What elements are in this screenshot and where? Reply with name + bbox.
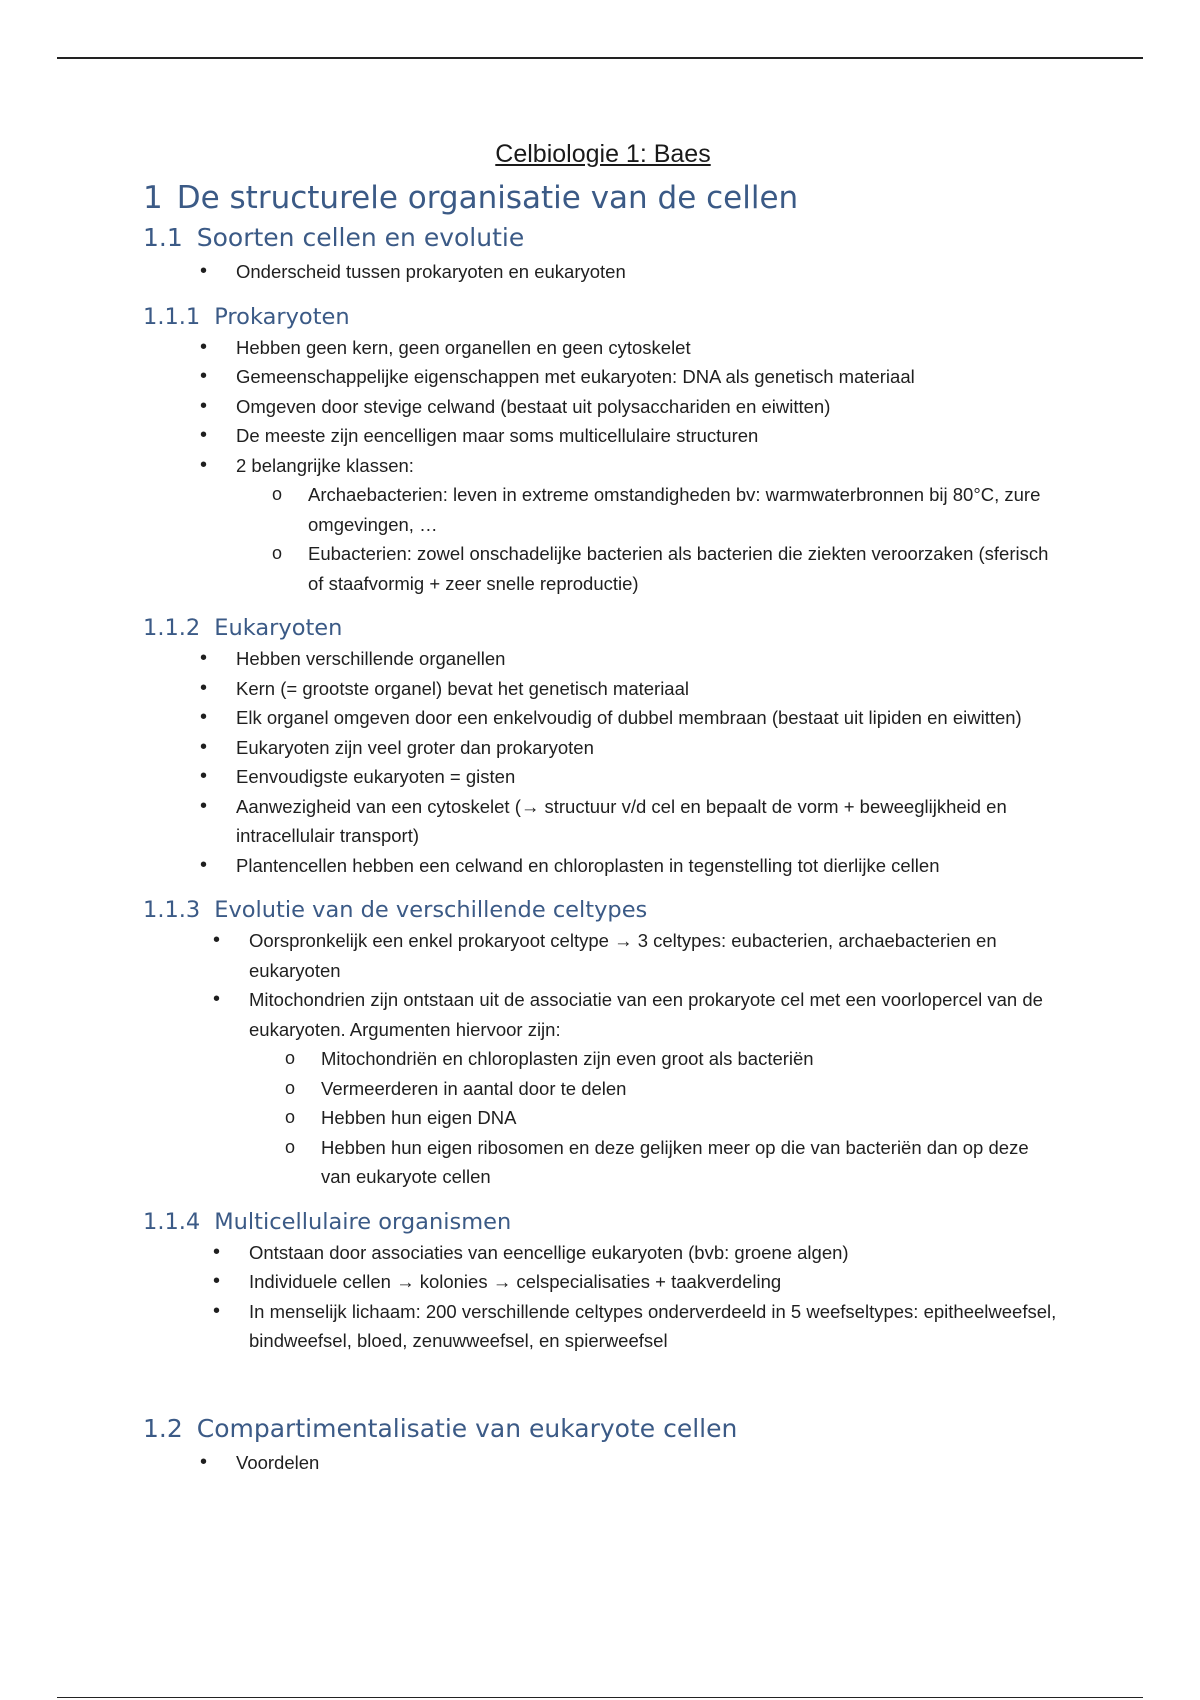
sub-list-item: o Vermeerderen in aantal door te delen [285,1074,1063,1104]
section-1-1-heading [143,221,1063,255]
list-item: • Onderscheid tussen prokaryoten en eukaryoten [200,257,1063,287]
list-item: • Hebben verschillende organellen [200,644,1063,674]
list-item: • Eenvoudigste eukaryoten = gisten [200,762,1063,792]
list-item-text: 2 belangrijke klassen: [236,454,414,476]
heading-number: 1.1 [143,223,183,252]
header-rule [57,57,1143,59]
list-item: • Oorspronkelijk een enkel prokaryoot celtype → 3 celtypes: eubacterien, archaebacterien en eukaryoten [213,926,1063,985]
sub-list-item: o Archaebacterien: leven in extreme omstandigheden bv: warmwaterbronnen bij 80°C, zure omgevingen, … [272,480,1063,539]
heading-number: 1.1.3 [143,897,201,923]
sub-list [249,1044,1063,1192]
section-1-1-4-list [143,1238,1063,1356]
list-item-text: Mitochondrien zijn ontstaan uit de associatie van een prokaryote cel met een voorlopercel van de eukaryoten. Argumenten hiervoor zijn: [249,989,1043,1040]
heading-text: Eukaryoten [214,615,343,641]
heading-number: 1 [143,180,163,216]
sub-list-item: o Hebben hun eigen ribosomen en deze gelijken meer op die van bacteriën dan op deze van eukaryote cellen [285,1133,1063,1192]
list-item: • Ontstaan door associaties van eencellige eukaryoten (bvb: groene algen) [213,1238,1063,1268]
list-item: • Kern (= grootste organel) bevat het genetisch materiaal [200,674,1063,704]
sub-list-item: o Eubacterien: zowel onschadelijke bacterien als bacterien die ziekten veroorzaken (sferisch of staafvormig + zeer snelle reproductie) [272,539,1063,598]
list-item: • Hebben geen kern, geen organellen en geen cytoskelet [200,333,1063,363]
list-item: • Omgeven door stevige celwand (bestaat uit polysacchariden en eiwitten) [200,392,1063,422]
list-item [213,985,1063,1192]
section-1-1-3-list [143,926,1063,1192]
heading-text: Soorten cellen en evolutie [196,223,525,252]
heading-number: 1.1.1 [143,303,201,330]
section-1-2-heading [143,1412,1063,1446]
list-item: • Individuele cellen → kolonies → celspecialisaties + taakverdeling [213,1267,1063,1297]
section-1-1-2-heading [143,612,1063,644]
list-item: • Aanwezigheid van een cytoskelet (→ structuur v/d cel en bepaalt de vorm + beweeglijkheid en intracellulair transport) [200,792,1063,851]
list-item: • Eukaryoten zijn veel groter dan prokaryoten [200,733,1063,763]
list-item [200,451,1063,599]
sub-list-item: o Mitochondriën en chloroplasten zijn even groot als bacteriën [285,1044,1063,1074]
footer-rule [57,1697,1143,1698]
sub-list [236,480,1063,598]
section-1-2-list [143,1448,1063,1478]
sub-list-item: o Hebben hun eigen DNA [285,1103,1063,1133]
heading-number: 1.2 [143,1413,183,1443]
section-1-1-2-list [143,644,1063,880]
section-1-1-4-heading [143,1206,1063,1238]
list-item: • In menselijk lichaam: 200 verschillende celtypes onderverdeeld in 5 weefseltypes: epitheelweefsel, bindweefsel, bloed, zenuwweefsel, en spierweefsel [213,1297,1063,1356]
spacer [143,1370,1063,1412]
chapter-1-heading [143,177,1063,219]
heading-number: 1.1.4 [143,1208,201,1235]
list-item: • Gemeenschappelijke eigenschappen met eukaryoten: DNA als genetisch materiaal [200,362,1063,392]
document-title: Celbiologie 1: Baes [495,140,711,168]
list-item: • De meeste zijn eencelligen maar soms multicellulaire structuren [200,421,1063,451]
heading-text: Multicellulaire organismen [214,1208,512,1235]
list-item: • Voordelen [200,1448,1063,1478]
section-1-1-1-list [143,333,1063,599]
heading-text: Prokaryoten [214,303,350,330]
section-1-1-3-heading [143,894,1063,926]
section-1-1-list [143,257,1063,287]
heading-text: Evolutie van de verschillende celtypes [214,897,648,923]
heading-text: De structurele organisatie van de cellen [176,180,799,216]
document-body [143,140,1063,1491]
heading-text: Compartimentalisatie van eukaryote cellen [196,1413,738,1443]
section-1-1-1-heading [143,301,1063,333]
list-item: • Elk organel omgeven door een enkelvoudig of dubbel membraan (bestaat uit lipiden en eiwitten) [200,703,1063,733]
heading-number: 1.1.2 [143,615,201,641]
list-item: • Plantencellen hebben een celwand en chloroplasten in tegenstelling tot dierlijke cellen [200,851,1063,881]
